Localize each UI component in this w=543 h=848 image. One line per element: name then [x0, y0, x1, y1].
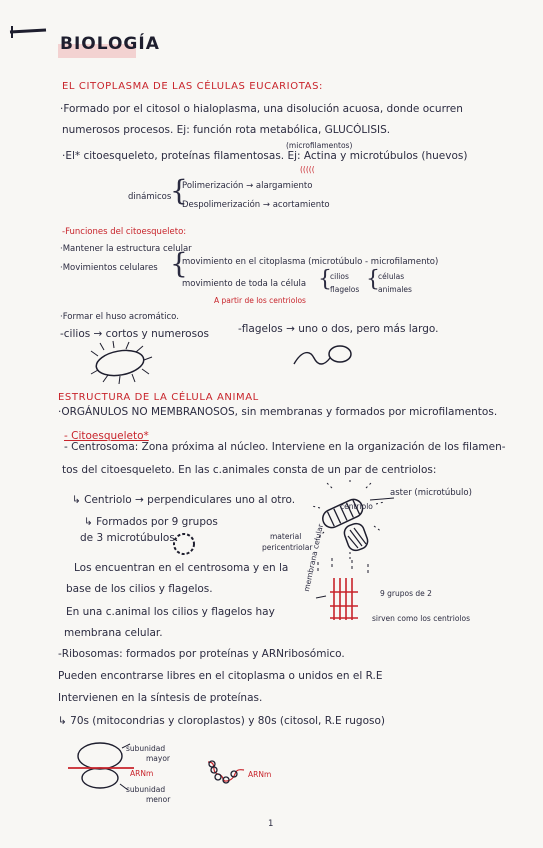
ribosomas-text-1: Pueden encontrarse libres en el citoplasma o unidos en el R.E [58, 670, 383, 682]
cilios-hay-line-1: En una c.animal los cilios y flagelos hay [66, 606, 275, 618]
ciliated-cell-icon [88, 342, 158, 386]
polysome-icon [204, 758, 248, 786]
microtubule-ring-icon [170, 530, 198, 558]
brace-icon: { [170, 174, 188, 207]
material-label-1: material [270, 532, 302, 541]
animales-word: animales [378, 285, 412, 294]
organulos-text: ·ORGÁNULOS NO MEMBRANOSOS, sin membranas y formados por microfilamentos. [58, 406, 498, 418]
page-number: 1 [268, 819, 274, 829]
centriolos-origin-note: A partir de los centriolos [214, 296, 306, 305]
cilios-hay-line-2: membrana celular. [64, 627, 163, 639]
centrosoma-line-1: - Centrosoma: Zona próxima al núcleo. Interviene en la organización de los filamen- [64, 441, 506, 453]
flagelos-word: flagelos [330, 285, 360, 294]
celulas-word: células [378, 272, 405, 281]
arnm-label: ARNm [130, 769, 154, 778]
ribosomas-text-2: Intervienen en la síntesis de proteínas. [58, 692, 263, 704]
cilios-word: cilios [330, 272, 349, 281]
material-label-2: pericentriolar [262, 543, 313, 552]
page-title: BIOLOGÍA [60, 34, 160, 54]
flagelos-description: -flagelos → uno o dos, pero más largo. [238, 323, 439, 335]
subunidad-menor-label-2: menor [146, 795, 171, 804]
citoesqueleto-line: ·El* citoesqueleto, proteínas filamentosas. Ej: Actina y microtúbulos (huevos) [62, 150, 468, 162]
subunidad-menor-label-1: subunidad [126, 785, 166, 794]
centriolo-line: ↳ Centriolo → perpendiculares uno al otro. [72, 494, 296, 506]
huso-text: ·Formar el huso acromático. [60, 312, 179, 322]
small-annotation: ((((( [300, 165, 315, 174]
section-heading-estructura: ESTRUCTURA DE LA CÉLULA ANIMAL [58, 392, 259, 403]
brace-icon: { [318, 267, 332, 292]
movimiento-celula-text: movimiento de toda la célula [182, 279, 307, 289]
funciones-heading: -Funciones del citoesqueleto: [62, 227, 187, 237]
centriolo-drawing-label: centriolo [340, 502, 373, 511]
mantener-text: ·Mantener la estructura celular [60, 244, 192, 254]
formados-line: ↳ Formados por 9 grupos [84, 516, 218, 528]
brace-icon: { [366, 267, 380, 292]
encuentran-line-1: Los encuentran en el centrosoma y en la [74, 562, 289, 574]
cilios-description: -cilios → cortos y numerosos [60, 328, 209, 340]
cilium-base-icon [312, 558, 378, 628]
sirven-label: sirven como los centriolos [372, 614, 470, 623]
dinamicos-label: dinámicos [128, 192, 172, 202]
movimientos-text: ·Movimientos celulares [60, 263, 158, 273]
microfilamentos-annotation: (microfilamentos) [286, 141, 353, 150]
movimiento-citoplasma-text: movimiento en el citoplasma (microtúbulo - microfilamento) [182, 257, 439, 267]
centrosoma-line-2: tos del citoesqueleto. En las c.animales consta de un par de centriolos: [62, 464, 437, 476]
grupos-label: 9 grupos de 2 [380, 589, 432, 598]
brace-icon: { [170, 247, 188, 280]
aster-label: aster (microtúbulo) [390, 488, 472, 498]
pen-mark-icon [10, 26, 50, 38]
flagellum-icon [292, 340, 362, 370]
ribosomas-text-3: ↳ 70s (mitocondrias y cloroplastos) y 80s (citosol, R.E rugoso) [58, 715, 386, 727]
section-heading-citoplasma: EL CITOPLASMA DE LAS CÉLULAS EUCARIOTAS: [62, 81, 323, 92]
arnm-label-2: ARNm [248, 770, 272, 779]
subunidad-mayor-label-1: subunidad [126, 744, 166, 753]
membrana-celular-label: membrana celular [301, 523, 326, 593]
encuentran-line-2: base de los cilios y flagelos. [66, 583, 213, 595]
ribosomas-line: -Ribosomas: formados por proteínas y ARNribosómico. [58, 648, 345, 660]
polimerizacion-text: Polimerización → alargamiento [182, 181, 313, 191]
citosol-line-1: ·Formado por el citosol o hialoplasma, una disolución acuosa, donde ocurren [60, 103, 463, 115]
citosol-line-2: numerosos procesos. Ej: función rota metabólica, GLUCÓLISIS. [62, 124, 391, 136]
subunidad-mayor-label-2: mayor [146, 754, 171, 763]
despolimerizacion-text: Despolimerización → acortamiento [182, 200, 330, 210]
citoesqueleto-item: - Citoesqueleto* [64, 430, 149, 442]
microtubulos-line: de 3 microtúbulos. [80, 532, 179, 544]
centrosome-icon [310, 482, 390, 562]
